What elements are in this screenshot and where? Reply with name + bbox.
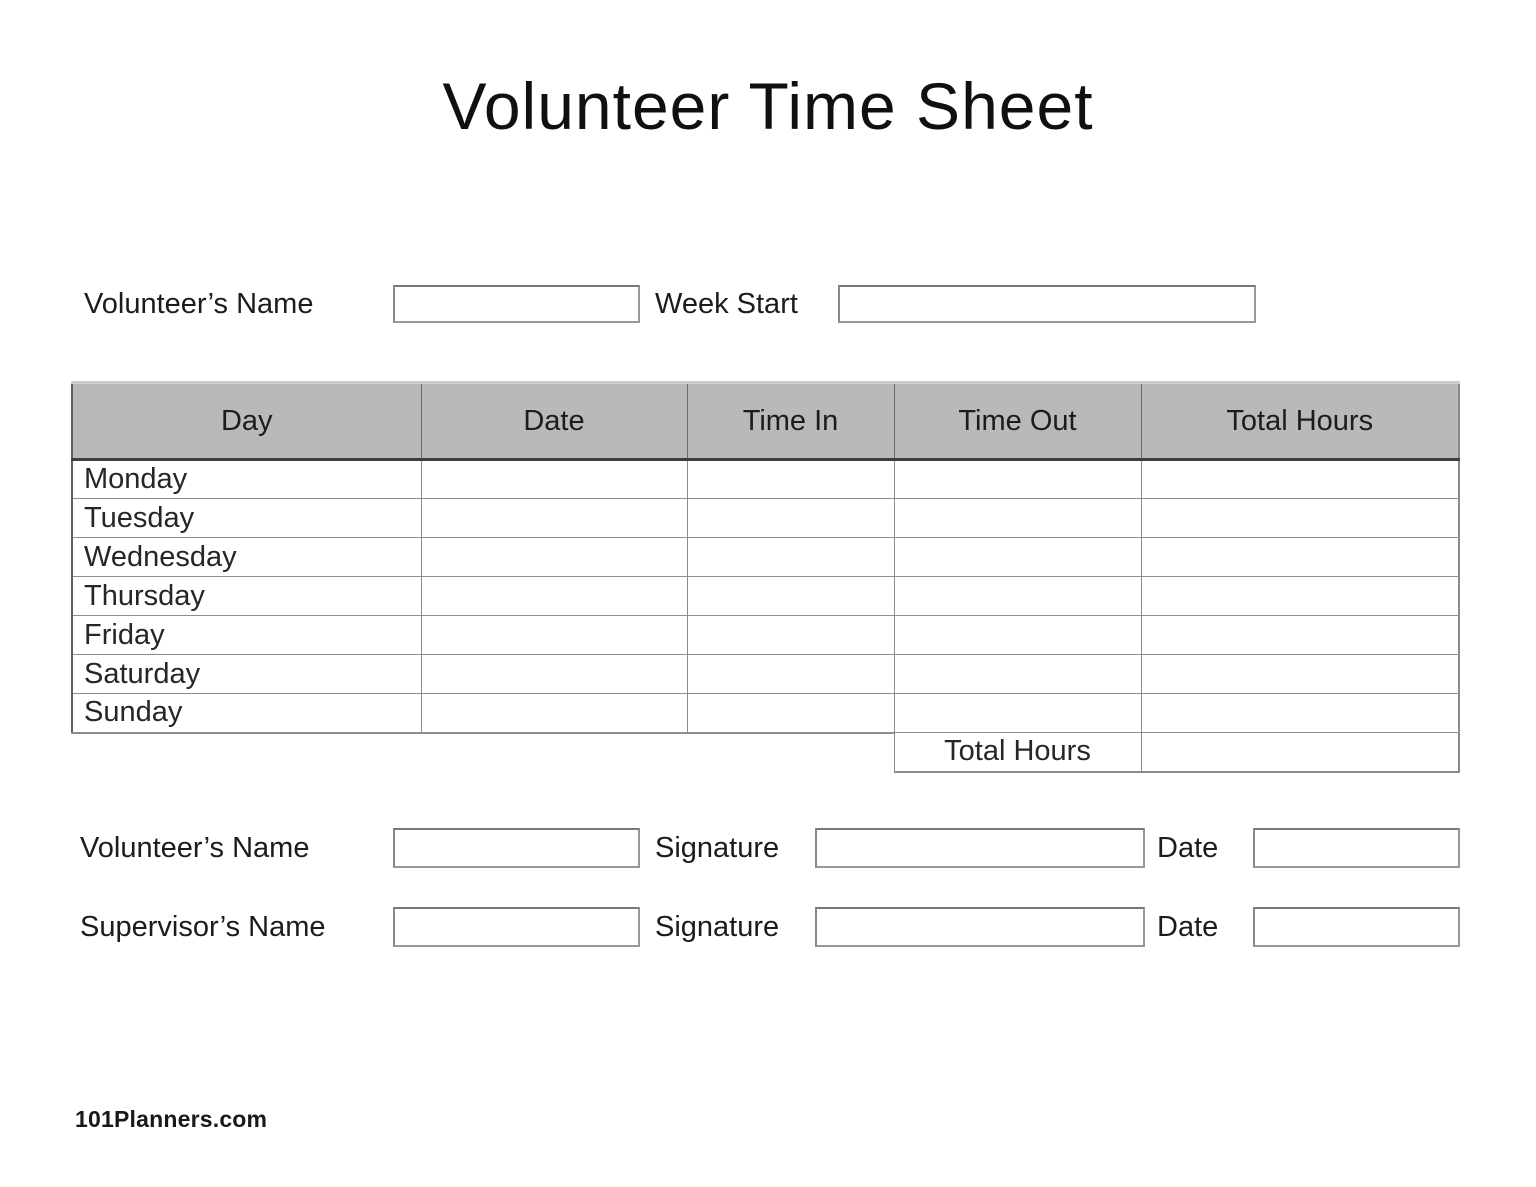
total-hours-label: Total Hours [894, 733, 1141, 772]
supervisor-signature-input[interactable] [815, 907, 1145, 947]
time-in-cell[interactable] [687, 616, 894, 655]
header-total-hours: Total Hours [1141, 383, 1459, 460]
table-row [72, 577, 1459, 616]
table-row [72, 460, 1459, 499]
time-out-cell[interactable] [894, 616, 1141, 655]
time-out-cell[interactable] [894, 694, 1141, 733]
table-row [72, 655, 1459, 694]
volunteer-signature-input[interactable] [815, 828, 1145, 868]
table-row [72, 616, 1459, 655]
time-out-cell[interactable] [894, 499, 1141, 538]
site-brand-text: 101Planners.com [75, 1106, 268, 1132]
signature-volunteer-name-input[interactable] [393, 828, 640, 868]
total-hours-cell[interactable] [1141, 694, 1459, 733]
week-start-input[interactable] [838, 285, 1256, 323]
supervisor-signature-label: Signature [655, 911, 780, 943]
day-cell: Tuesday [72, 499, 421, 538]
date-cell[interactable] [421, 694, 687, 733]
supervisor-name-input[interactable] [393, 907, 640, 947]
day-cell: Sunday [72, 694, 421, 733]
volunteer-name-label: Volunteer’s Name [84, 288, 314, 320]
volunteer-signature-label: Signature [655, 832, 780, 864]
date-cell[interactable] [421, 499, 687, 538]
timesheet-table [71, 381, 1460, 773]
total-hours-cell[interactable] [1141, 577, 1459, 616]
header-date: Date [421, 383, 687, 460]
time-in-cell[interactable] [687, 577, 894, 616]
time-out-cell[interactable] [894, 460, 1141, 499]
total-hours-cell[interactable] [1141, 538, 1459, 577]
time-out-cell[interactable] [894, 538, 1141, 577]
header-time-in: Time In [687, 383, 894, 460]
header-day: Day [72, 383, 421, 460]
time-in-cell[interactable] [687, 499, 894, 538]
supervisor-name-label: Supervisor’s Name [80, 911, 326, 943]
signature-volunteer-name-label: Volunteer’s Name [80, 832, 310, 864]
total-hours-cell[interactable] [1141, 460, 1459, 499]
supervisor-date-input[interactable] [1253, 907, 1460, 947]
date-cell[interactable] [421, 538, 687, 577]
volunteer-date-input[interactable] [1253, 828, 1460, 868]
total-hours-cell[interactable] [1141, 616, 1459, 655]
table-header-row [72, 383, 1459, 460]
time-in-cell[interactable] [687, 538, 894, 577]
day-cell: Saturday [72, 655, 421, 694]
time-out-cell[interactable] [894, 655, 1141, 694]
table-row [72, 499, 1459, 538]
week-start-label: Week Start [655, 288, 798, 320]
total-hours-value-cell[interactable] [1141, 733, 1459, 772]
total-hours-cell[interactable] [1141, 655, 1459, 694]
time-in-cell[interactable] [687, 694, 894, 733]
volunteer-name-input[interactable] [393, 285, 640, 323]
day-cell: Monday [72, 460, 421, 499]
date-cell[interactable] [421, 655, 687, 694]
supervisor-date-label: Date [1157, 911, 1219, 943]
time-out-cell[interactable] [894, 577, 1141, 616]
header-time-out: Time Out [894, 383, 1141, 460]
date-cell[interactable] [421, 577, 687, 616]
day-cell: Wednesday [72, 538, 421, 577]
volunteer-date-label: Date [1157, 832, 1219, 864]
page-title: Volunteer Time Sheet [442, 69, 1094, 143]
day-cell: Thursday [72, 577, 421, 616]
date-cell[interactable] [421, 616, 687, 655]
date-cell[interactable] [421, 460, 687, 499]
time-in-cell[interactable] [687, 460, 894, 499]
day-cell: Friday [72, 616, 421, 655]
empty-spacer-cell [72, 733, 894, 772]
time-in-cell[interactable] [687, 655, 894, 694]
table-total-row [72, 733, 1459, 772]
total-hours-cell[interactable] [1141, 499, 1459, 538]
table-row [72, 694, 1459, 733]
table-row [72, 538, 1459, 577]
